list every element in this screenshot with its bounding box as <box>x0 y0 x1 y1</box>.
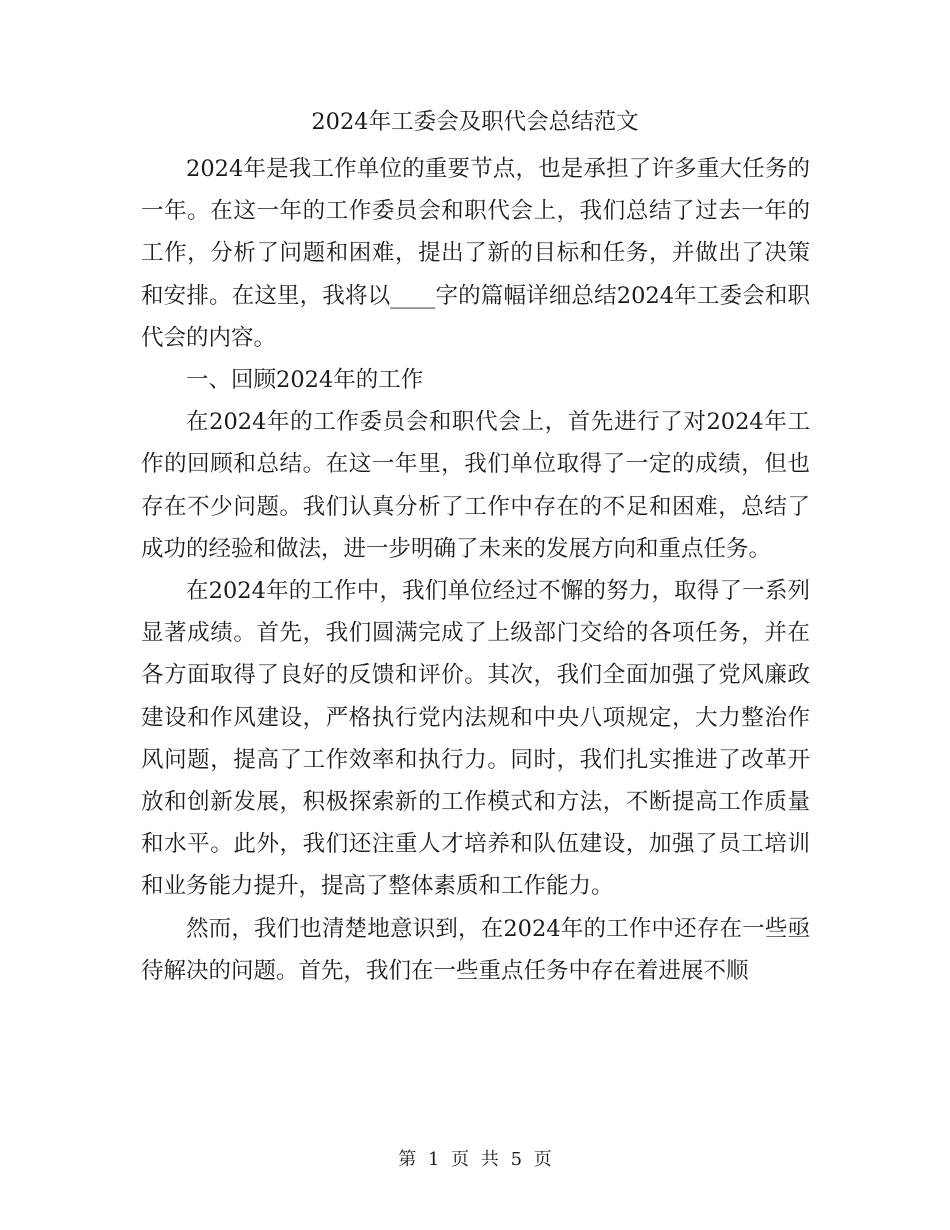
document-body <box>141 148 810 992</box>
page-number-footer: 第 1 页 共 5 页 <box>398 1149 552 1170</box>
section-heading-review: 一、回顾2024年的工作 <box>186 367 424 394</box>
paragraph-problems: 然而，我们也清楚地意识到，在2024年的工作中还存在一些亟待解决的问题。首先，我们在一些重点任务中存在着进展不顺 <box>141 915 810 984</box>
document-title: 2024年工委会及职代会总结范文 <box>311 109 639 135</box>
paragraph-review: 在2024年的工作委员会和职代会上，首先进行了对2024年工作的回顾和总结。在这一年里，我们单位取得了一定的成绩，但也存在不少问题。我们认真分析了工作中存在的不足和困难，总结了成功的经验和做法，进一步明确了未来的发展方向和重点任务。 <box>141 409 810 562</box>
paragraph-achievements: 在2024年的工作中，我们单位经过不懈的努力，取得了一系列显著成绩。首先，我们圆满完成了上级部门交给的各项任务，并在各方面取得了良好的反馈和评价。其次，我们全面加强了党风廉政建设和作风建设，严格执行党内法规和中央八项规定，大力整治作风问题，提高了工作效率和执行力。同时，我们扎实推进了改革开放和创新发展，积极探索新的工作模式和方法，不断提高工作质量和水平。此外，我们还注重人才培养和队伍建设，加强了员工培训和业务能力提升，提高了整体素质和工作能力。 <box>141 578 810 900</box>
paragraph-intro: 2024年是我工作单位的重要节点，也是承担了许多重大任务的一年。在这一年的工作委员会和职代会上，我们总结了过去一年的工作，分析了问题和困难，提出了新的目标和任务，并做出了决策和安排。在这里，我将以____字的篇幅详细总结2024年工委会和职代会的内容。 <box>141 156 810 351</box>
